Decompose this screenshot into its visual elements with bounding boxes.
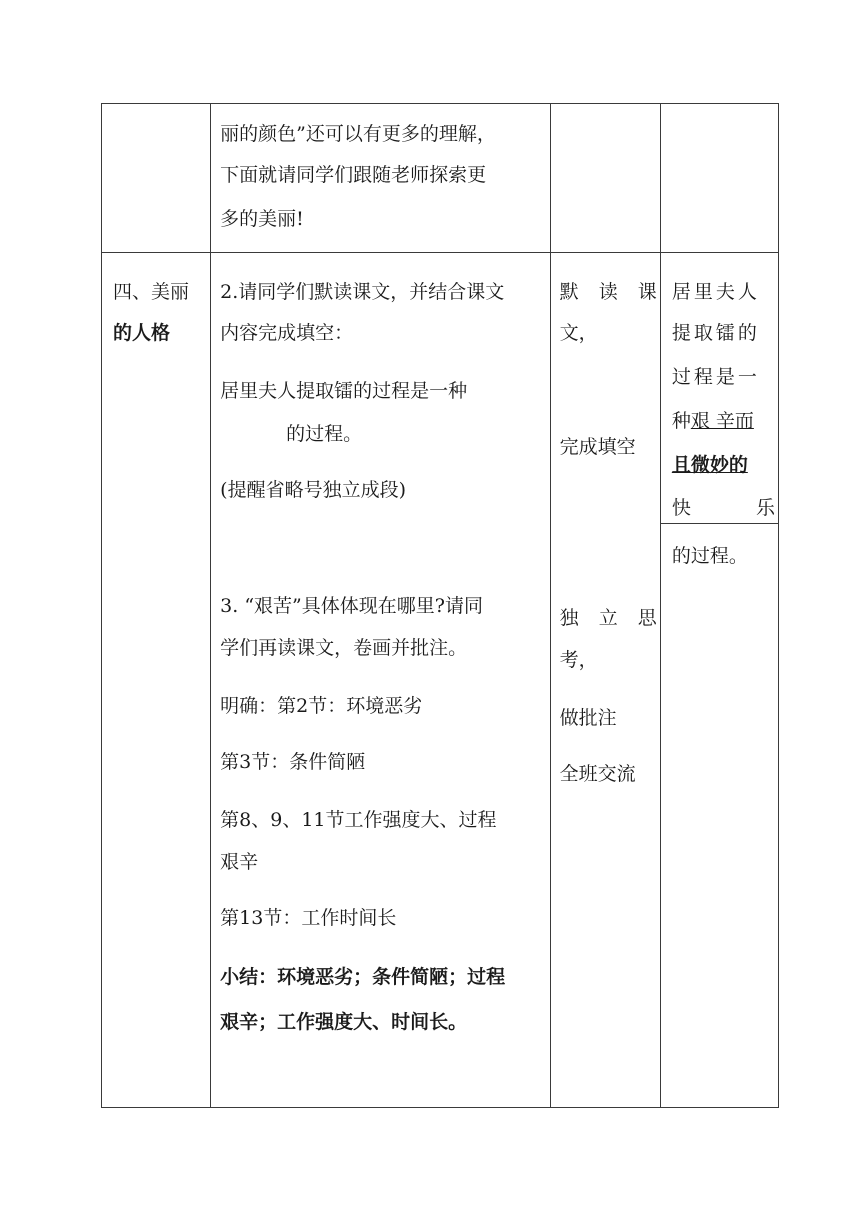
question-3: 学们再读课文，卷画并批注。 [220, 637, 468, 659]
design-line: 的过程。 [671, 545, 748, 567]
student-activity-line: 考， [559, 649, 598, 671]
section-title: 四、美丽 [113, 281, 190, 303]
student-activity-line: 完成填空 [559, 436, 636, 458]
design-line: 居里夫人 [671, 281, 760, 303]
content-line: 下面就请同学们跟随老师探索更 [220, 164, 487, 186]
design-line: 过程是一 [671, 366, 760, 388]
section-title-bold: 的人格 [113, 322, 171, 344]
design-line-bold: 且微妙的 [671, 454, 748, 476]
student-activity-line [560, 279, 657, 305]
design-intent-cell [660, 104, 778, 253]
student-activity-line: 做批注 [559, 707, 617, 729]
char: 独 [559, 607, 579, 629]
student-activity-cell [550, 253, 660, 1108]
clarify-line: 第13节：工作时间长 [220, 907, 397, 929]
fill-blank: 居里夫人提取镭的过程是一种 [220, 380, 468, 402]
content-cell [211, 104, 551, 253]
student-activity-line [560, 605, 657, 631]
question-2: 2.请同学们默读课文，并结合课文 [220, 281, 505, 303]
content-line: 丽的颜色”还可以有更多的理解， [220, 123, 496, 145]
hint-text: (提醒省略号独立成段) [220, 479, 406, 501]
student-activity-cell [550, 104, 660, 253]
char: 默 [559, 281, 579, 303]
char: 课 [637, 281, 657, 303]
table-row [102, 253, 779, 1108]
divider [661, 523, 778, 524]
char: 思 [637, 607, 657, 629]
student-activity-line: 文， [559, 322, 598, 344]
char: 立 [598, 607, 618, 629]
table-row [102, 104, 779, 253]
clarify-line: 第3节：条件简陋 [220, 751, 366, 773]
summary-line: 艰辛；工作强度大、时间长。 [220, 1011, 468, 1033]
underlined-text: 艰 辛而 [690, 410, 754, 432]
char: 读 [598, 281, 618, 303]
design-text: 种 [671, 410, 691, 432]
student-activity-line: 全班交流 [559, 763, 636, 785]
design-line: 提取镭的 [671, 322, 760, 344]
content-line: 多的美丽! [220, 208, 304, 230]
fill-blank: 的过程。 [286, 423, 363, 445]
design-line [672, 495, 775, 521]
design-intent-cell [660, 253, 778, 1108]
question-2: 内容完成填空： [220, 322, 354, 344]
section-cell [102, 104, 211, 253]
content-cell [211, 253, 551, 1108]
lesson-plan-table [101, 103, 779, 1108]
char: 乐 [755, 497, 775, 519]
design-line [672, 408, 754, 434]
clarify-line: 艰辛 [220, 851, 259, 873]
char: 快 [671, 497, 691, 519]
section-cell [102, 253, 211, 1108]
clarify-line: 明确：第2节：环境恶劣 [220, 695, 423, 717]
summary-line: 小结：环境恶劣；条件简陋；过程 [220, 966, 506, 988]
question-3: 3. “艰苦”具体体现在哪里?请同 [220, 595, 483, 617]
clarify-line: 第8、9、11节工作强度大、过程 [220, 809, 497, 831]
